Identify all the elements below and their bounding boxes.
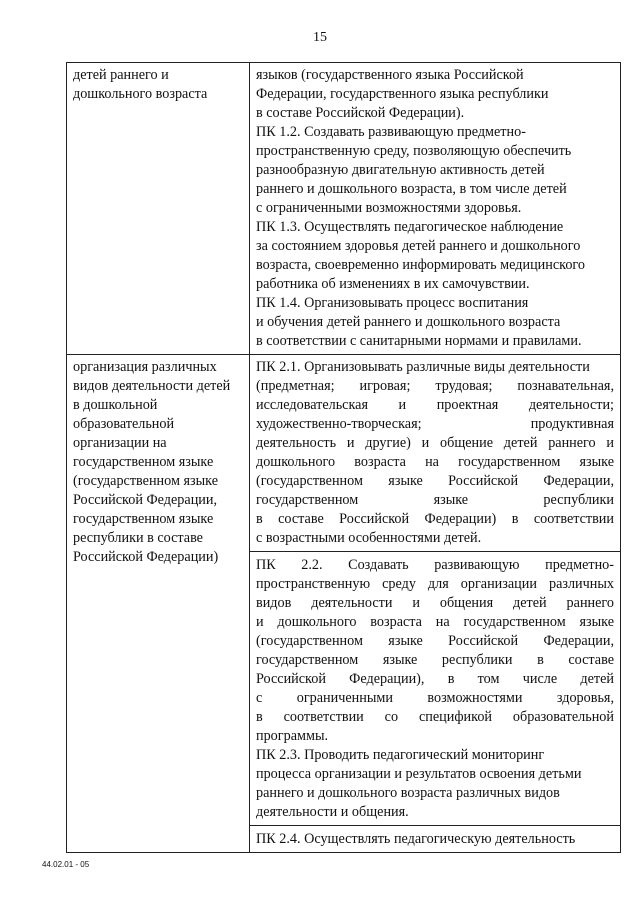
page-number: 15 xyxy=(313,30,327,45)
competency-line: пространственную среду для организации различных xyxy=(256,576,614,592)
competency-line: в соответствии с санитарными нормами и правилами. xyxy=(256,333,582,349)
competency-line: деятельность и другие) и общение детей раннего и xyxy=(256,435,614,451)
activity-line: в дошкольной xyxy=(73,397,158,413)
competency-line: пространственную среду, позволяющую обеспечить xyxy=(256,143,572,159)
competency-line: деятельности и общения. xyxy=(256,804,409,820)
competency-line: с ограниченными возможностями здоровья. xyxy=(256,200,522,216)
activity-line: видов деятельности детей xyxy=(73,378,231,394)
competency-line: раннего и дошкольного возраста различных видов xyxy=(256,785,560,801)
competency-line: Федерации, государственного языка республики xyxy=(256,86,549,102)
competency-line: с ограниченными возможностями здоровья, xyxy=(256,690,614,706)
table-row xyxy=(67,63,621,355)
competency-line: в соответствии со спецификой образовательной xyxy=(256,709,614,725)
activity-line: Российской Федерации) xyxy=(73,549,219,565)
competency-line: ПК 1.4. Организовывать процесс воспитания xyxy=(256,295,529,311)
activity-line: организация различных xyxy=(73,359,217,375)
competency-line: за состоянием здоровья детей раннего и дошкольного xyxy=(256,238,581,254)
competency-line: языков (государственного языка Российской xyxy=(256,67,524,83)
competency-line: в составе Российской Федерации). xyxy=(256,105,465,121)
activity-cell xyxy=(67,63,250,355)
competency-line: художественно-творческая; продуктивная xyxy=(256,416,614,432)
activity-line: дошкольного возраста xyxy=(73,86,208,102)
competency-line: разнообразную двигательную активность детей xyxy=(256,162,545,178)
competency-line: ПК 2.3. Проводить педагогический мониторинг xyxy=(256,747,545,763)
competency-line: (государственном языке Российской Федерации, xyxy=(256,633,614,649)
competency-line: государственном языке республики в составе xyxy=(256,652,614,668)
table-row xyxy=(67,355,621,552)
activity-line: государственном языке xyxy=(73,511,214,527)
activity-line: государственном языке xyxy=(73,454,214,470)
competency-line: Российской Федерации), в том числе детей xyxy=(256,671,614,687)
competency-table xyxy=(66,62,621,853)
activity-line: детей раннего и xyxy=(73,67,169,83)
activity-line: (государственном языке xyxy=(73,473,218,489)
activity-line: образовательной xyxy=(73,416,175,432)
activity-line: Российской Федерации, xyxy=(73,492,218,508)
competency-line: ПК 2.4. Осуществлять педагогическую деятельность xyxy=(256,831,576,847)
competency-line: и обучения детей раннего и дошкольного возраста xyxy=(256,314,561,330)
activity-cell xyxy=(67,355,250,853)
competency-line: ПК 2.1. Организовывать различные виды деятельности xyxy=(256,359,590,375)
competency-line: ПК 2.2. Создавать развивающую предметно- xyxy=(256,557,614,573)
competency-line: раннего и дошкольного возраста, в том числе детей xyxy=(256,181,567,197)
competency-line: программы. xyxy=(256,728,329,744)
competency-cell-pk22-pk23 xyxy=(250,552,621,826)
competency-line: и дошкольного возраста на государственном языке xyxy=(256,614,614,630)
document-code: 44.02.01 - 05 xyxy=(42,860,90,869)
competency-cell-pk24 xyxy=(250,826,621,853)
competency-line: ПК 1.3. Осуществлять педагогическое наблюдение xyxy=(256,219,564,235)
activity-line: республики в составе xyxy=(73,530,203,546)
competency-line: работника об изменениях в их самочувствии. xyxy=(256,276,530,292)
activity-line: организации на xyxy=(73,435,167,451)
competency-cell-pk21 xyxy=(250,355,621,552)
competency-line: (государственном языке Российской Федерации, xyxy=(256,473,614,489)
competency-line: ПК 1.2. Создавать развивающую предметно- xyxy=(256,124,526,140)
competency-line: возраста, своевременно информировать медицинского xyxy=(256,257,585,273)
competency-line: (предметная; игровая; трудовая; познавательная, xyxy=(256,378,614,394)
competency-line: процесса организации и результатов освоения детьми xyxy=(256,766,582,782)
competency-line: в составе Российской Федерации) в соответствии xyxy=(256,511,614,527)
competency-line: государственном языке республики xyxy=(256,492,614,508)
competency-line: видов деятельности и общения детей раннего xyxy=(256,595,614,611)
competency-cell xyxy=(250,63,621,355)
competency-line: с возрастными особенностями детей. xyxy=(256,530,482,546)
competency-line: дошкольного возраста на государственном языке xyxy=(256,454,614,470)
competency-line: исследовательская и проектная деятельности; xyxy=(256,397,614,413)
